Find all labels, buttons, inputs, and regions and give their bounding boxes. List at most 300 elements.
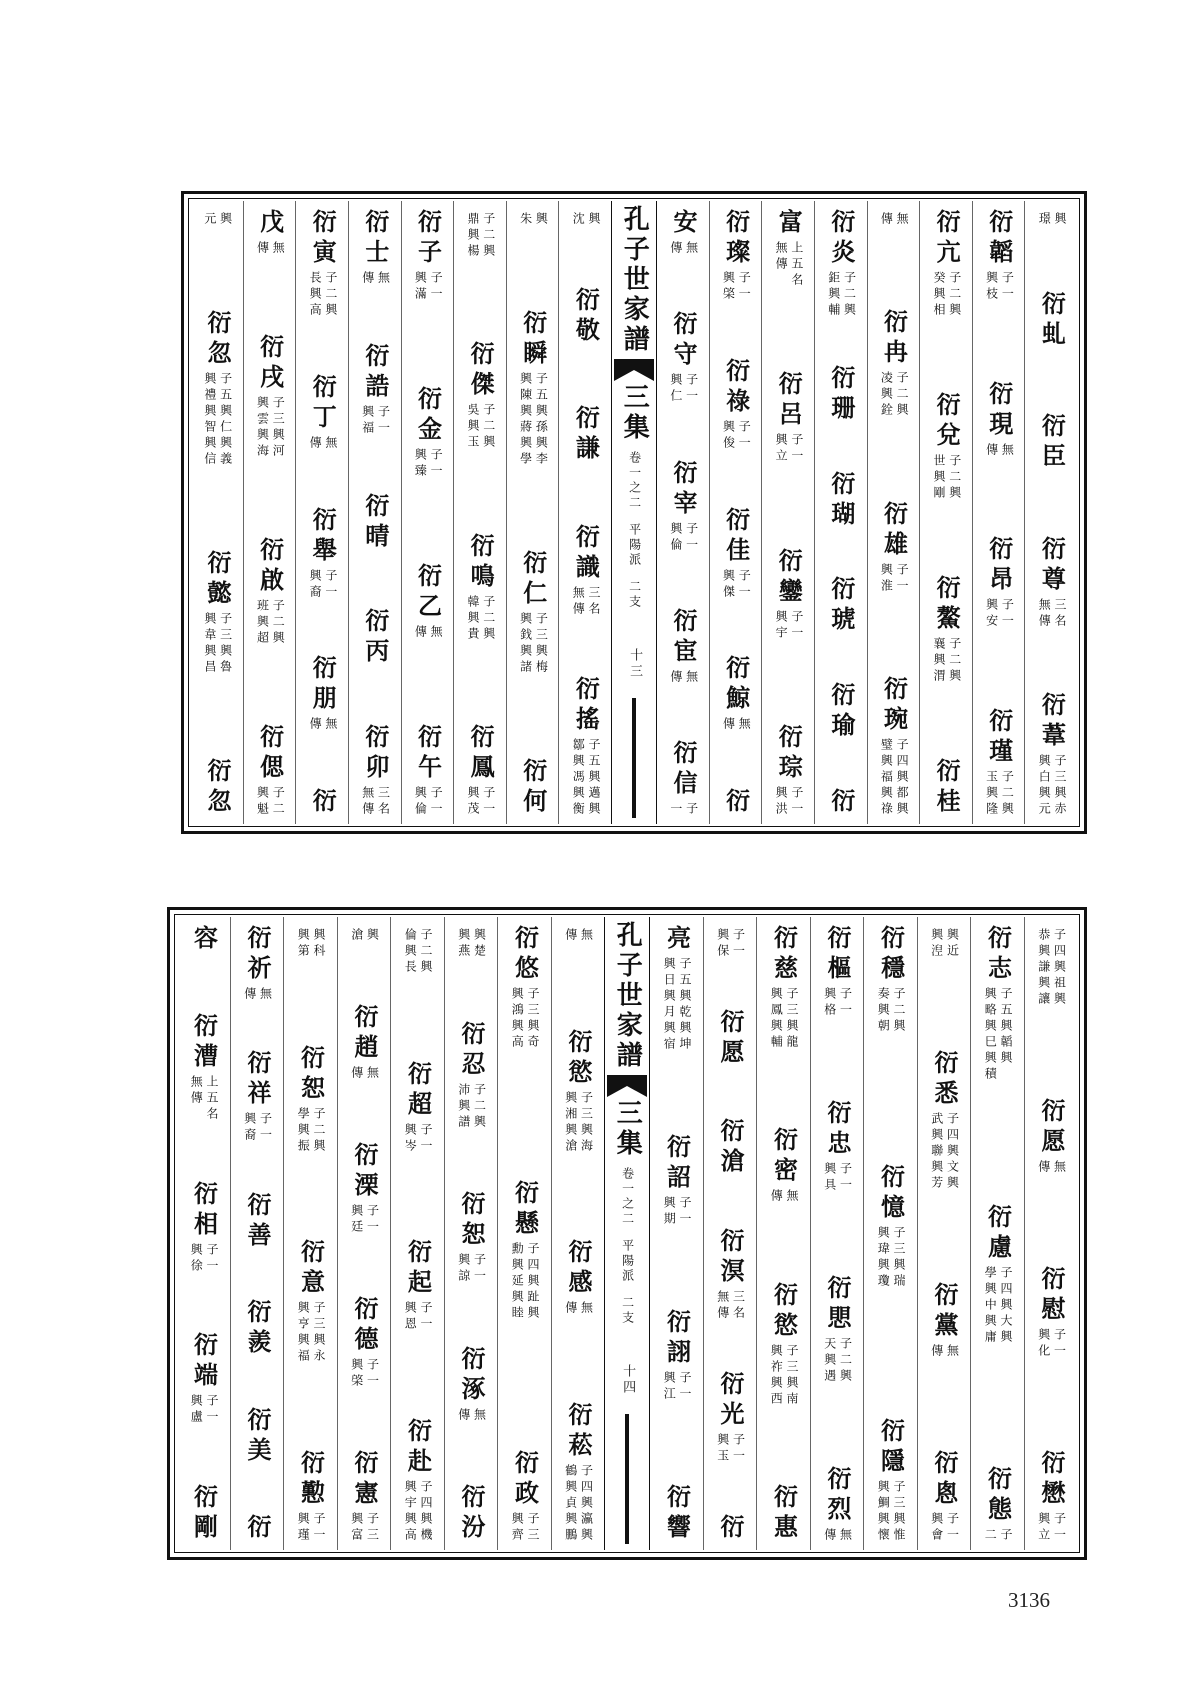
genealogy-entry — [518, 209, 548, 228]
double-line-annotation — [518, 212, 548, 228]
double-line-annotation — [402, 928, 432, 976]
annotation-right-line: 子三興奇 — [526, 987, 541, 1051]
person-name: 衍祈 — [242, 925, 272, 985]
person-name: 衍 — [308, 788, 338, 818]
annotation-right-line: 子五興乾興坤 — [678, 957, 693, 1053]
annotation-left-line: 興湘興滄 — [563, 1090, 578, 1155]
annotation-left-line: 興魁 — [255, 786, 270, 818]
genealogy-entry — [563, 1029, 593, 1155]
genealogy-column — [243, 201, 296, 824]
person-name: 衍善 — [242, 1191, 272, 1252]
genealogy-column — [1024, 917, 1078, 1550]
person-name: 衍忽 — [203, 310, 232, 370]
double-line-annotation — [982, 987, 1012, 1083]
annotation-left-line: 興枝 — [984, 271, 999, 303]
spine-rule-line — [625, 1414, 629, 1544]
annotation-right-line: 子一 — [737, 271, 752, 303]
person-name: 衍黨 — [929, 1282, 959, 1342]
genealogy-entry — [668, 740, 698, 818]
annotation-left-line: 興恩 — [403, 1301, 418, 1334]
genealogy-entry — [1036, 536, 1066, 630]
double-line-annotation — [202, 212, 232, 228]
right-half-columns — [657, 201, 1077, 824]
genealogy-column — [295, 201, 348, 824]
genealogy-entry — [715, 1228, 745, 1322]
genealogy-entry — [982, 925, 1012, 1083]
genealogy-entry — [244, 1192, 270, 1252]
genealogy-entry — [202, 209, 232, 228]
annotation-right-line: 無 — [838, 1528, 853, 1544]
genealogy-entry — [307, 655, 337, 733]
annotation-left-line: 興鴻興高 — [510, 987, 525, 1051]
double-line-annotation — [773, 433, 803, 465]
double-line-annotation — [773, 786, 803, 818]
annotation-left-line: 興亨興福 — [296, 1301, 311, 1366]
person-name: 衍宦 — [669, 607, 698, 668]
annotation-left-line: 傳 — [349, 1066, 364, 1082]
genealogy-column — [453, 201, 506, 824]
annotation-right-line: 子三興瑞 — [892, 1225, 907, 1290]
double-line-annotation — [349, 1358, 379, 1390]
genealogy-entry — [668, 209, 698, 257]
person-name: 衍敬 — [571, 286, 601, 347]
annotation-left-line: 興江 — [662, 1371, 677, 1403]
person-name: 衍丙 — [360, 608, 390, 669]
person-name: 衍祿 — [721, 357, 751, 418]
genealogy-entry — [879, 309, 909, 419]
person-name: 衍密 — [769, 1127, 799, 1188]
double-line-annotation — [931, 271, 961, 319]
annotation-right-line: 興近 — [945, 928, 960, 960]
double-line-annotation — [721, 271, 751, 303]
annotation-left-line: 玉興隆 — [984, 769, 999, 818]
genealogy-entry — [826, 682, 856, 743]
annotation-left-line: 凌興銓 — [879, 371, 894, 420]
annotation-right-line: 子三興南 — [785, 1343, 800, 1408]
annotation-left-line: 傳 — [721, 717, 736, 734]
annotation-left-line: 興福 — [360, 404, 375, 437]
double-line-annotation — [570, 586, 600, 618]
person-name: 衍桂 — [932, 758, 962, 818]
double-line-annotation — [984, 598, 1014, 630]
genealogy-entry — [826, 787, 856, 818]
double-line-annotation — [721, 717, 751, 733]
annotation-right-line: 興 — [586, 212, 601, 228]
double-line-annotation — [307, 271, 337, 319]
genealogy-entry — [570, 676, 600, 818]
genealogy-entry — [255, 334, 285, 460]
person-name: 衍鳳 — [466, 723, 496, 784]
person-name: 亮 — [662, 925, 692, 955]
genealogy-entry — [984, 708, 1014, 818]
genealogy-entry — [295, 1045, 325, 1155]
person-name: 衍尊 — [1037, 535, 1067, 596]
annotation-left-line: 興期 — [662, 1196, 677, 1228]
annotation-left-line: 無傳 — [571, 585, 586, 618]
annotation-right-line: 子一 — [205, 1242, 220, 1275]
person-name: 衍態 — [983, 1466, 1013, 1526]
annotation-left-line: 長興高 — [308, 271, 323, 319]
annotation-right-line: 子一 — [365, 1204, 380, 1236]
double-line-annotation — [984, 770, 1014, 818]
spine-rule-line — [632, 698, 636, 818]
double-line-annotation — [295, 1301, 325, 1365]
annotation-right-line: 子二興 — [481, 212, 496, 260]
double-line-annotation — [456, 1253, 486, 1285]
annotation-left-line: 興韋興昌 — [202, 612, 217, 676]
double-line-annotation — [1036, 754, 1066, 818]
annotation-right-line: 無 — [323, 717, 338, 734]
fishtail-ornament-icon — [607, 1075, 647, 1097]
genealogy-entry — [773, 548, 803, 642]
annotation-right-line: 三名 — [376, 786, 391, 818]
person-name: 衍懸 — [510, 1179, 540, 1240]
annotation-right-line: 子二興 — [271, 599, 286, 647]
genealogy-entry — [661, 925, 691, 1053]
person-name: 衍慾 — [769, 1281, 799, 1342]
annotation-right-line: 子一 — [789, 609, 804, 642]
person-name: 衍涿 — [456, 1345, 486, 1406]
person-name: 衍穩 — [876, 925, 906, 985]
genealogy-entry — [1037, 290, 1067, 351]
annotation-left-line: 興滿 — [413, 271, 428, 303]
annotation-right-line: 子一 — [429, 786, 444, 818]
person-name: 衍慈 — [769, 925, 799, 985]
annotation-left-line: 傳 — [822, 1528, 837, 1544]
double-line-annotation — [202, 612, 232, 676]
annotation-right-line: 無 — [684, 241, 699, 257]
person-name: 戊 — [255, 209, 285, 239]
person-name: 衍何 — [518, 758, 548, 818]
genealogy-entry — [402, 1418, 432, 1544]
annotation-right-line: 興 — [1052, 212, 1067, 228]
double-line-annotation — [931, 637, 961, 685]
person-name: 衍漕 — [189, 1012, 219, 1073]
annotation-right-line: 子一 — [376, 404, 391, 437]
spine-leaf-number: 十三 — [627, 648, 643, 680]
person-name: 容 — [189, 925, 219, 955]
annotation-right-line: 子三興龍 — [785, 987, 800, 1051]
double-line-annotation — [984, 443, 1014, 459]
person-name: 衍守 — [669, 311, 698, 372]
annotation-left-line: 興玉 — [715, 1432, 730, 1465]
person-name: 衍丁 — [308, 373, 338, 434]
person-name: 衍炎 — [826, 209, 856, 269]
person-name: 衍傑 — [466, 341, 496, 402]
genealogy-entry — [984, 536, 1014, 630]
double-line-annotation — [349, 1066, 379, 1082]
double-line-annotation — [509, 1242, 539, 1322]
annotation-left-line: 興鈛興諸 — [518, 612, 533, 676]
annotation-left-line: 一 — [668, 802, 683, 818]
spine-center-column — [611, 201, 657, 824]
person-name: 富 — [774, 209, 804, 239]
genealogy-column — [863, 917, 917, 1550]
double-line-annotation — [879, 738, 909, 818]
person-name: 衍溧 — [349, 1142, 379, 1202]
annotation-left-line: 元 — [202, 212, 217, 228]
double-line-annotation — [929, 928, 959, 960]
double-line-annotation — [413, 625, 443, 641]
left-half-columns — [177, 917, 604, 1550]
person-name: 衍現 — [984, 380, 1014, 441]
double-line-annotation — [768, 1189, 798, 1205]
annotation-left-line: 璟 — [1037, 212, 1052, 228]
genealogy-entry — [879, 676, 909, 818]
annotation-left-line: 鼎興楊 — [465, 212, 480, 260]
annotation-right-line: 無 — [684, 669, 699, 686]
annotation-left-line: 興雲興海 — [255, 396, 270, 460]
annotation-left-line: 傳 — [456, 1407, 471, 1424]
spine-book-title: 孔子世家譜 — [612, 921, 643, 1071]
genealogy-column — [917, 917, 971, 1550]
genealogy-entry — [769, 1483, 799, 1544]
annotation-left-line: 傳 — [563, 928, 578, 944]
genealogy-column — [558, 201, 611, 824]
double-line-annotation — [509, 1512, 539, 1544]
genealogy-entry — [349, 1296, 379, 1390]
double-line-annotation — [295, 1512, 325, 1544]
genealogy-entry — [295, 1239, 325, 1365]
genealogy-entry — [413, 724, 443, 818]
genealogy-entry — [307, 374, 337, 452]
genealogy-column — [401, 201, 454, 824]
genealogy-entry — [456, 1346, 486, 1424]
person-name: 衍德 — [349, 1296, 379, 1356]
genealogy-column — [551, 917, 605, 1550]
annotation-right-line: 子一 — [481, 785, 496, 818]
annotation-left-line: 興仁 — [668, 373, 683, 406]
genealogy-entry — [563, 925, 593, 944]
person-name: 衍謙 — [571, 405, 601, 465]
person-name: 衍惠 — [769, 1483, 799, 1544]
annotation-right-line: 子一 — [737, 419, 752, 452]
genealogy-entry — [822, 925, 852, 1019]
genealogy-column — [337, 917, 391, 1550]
annotation-left-line: 興鯛興懷 — [876, 1480, 891, 1544]
double-line-annotation — [879, 212, 909, 228]
genealogy-entry — [360, 343, 390, 437]
genealogy-entry — [982, 1466, 1012, 1544]
double-line-annotation — [402, 1480, 432, 1544]
annotation-left-line: 興立 — [774, 433, 789, 466]
annotation-right-line: 無 — [323, 435, 338, 452]
spine-leaf-number: 十四 — [620, 1364, 636, 1396]
annotation-right-line: 無 — [472, 1407, 487, 1424]
person-name: 衍朋 — [308, 655, 338, 716]
spine-book-title: 孔子世家譜 — [619, 205, 650, 355]
person-name: 衍昂 — [984, 536, 1014, 597]
double-line-annotation — [1036, 1328, 1066, 1360]
genealogy-column — [761, 201, 814, 824]
annotation-left-line: 韓興貴 — [465, 594, 480, 643]
genealogy-entry — [360, 209, 390, 287]
double-line-annotation — [242, 1112, 272, 1144]
genealogy-column — [703, 917, 757, 1550]
annotation-left-line: 興日興月興宿 — [662, 957, 677, 1053]
annotation-left-line: 傳 — [255, 241, 270, 257]
genealogy-entry — [571, 286, 601, 347]
genealogy-entry — [402, 1061, 432, 1155]
person-name: 衍汾 — [456, 1484, 486, 1544]
annotation-right-line: 子二興 — [419, 928, 434, 976]
annotation-left-line: 興裔 — [308, 568, 323, 601]
person-name: 衍鑾 — [774, 547, 804, 608]
spine-center-column — [604, 917, 650, 1550]
person-name: 衍慰 — [1036, 1266, 1066, 1326]
double-line-annotation — [360, 405, 390, 437]
genealogy-entry — [668, 608, 698, 686]
double-line-annotation — [188, 1243, 218, 1275]
person-name: 衍亢 — [932, 209, 962, 269]
genealogy-entry — [875, 1164, 905, 1290]
genealogy-entry — [307, 209, 337, 319]
double-line-annotation — [188, 1075, 218, 1123]
person-name: 衍虬 — [1037, 290, 1067, 351]
person-name: 衍璨 — [721, 209, 751, 269]
person-name: 衍戌 — [255, 334, 285, 394]
person-name: 衍起 — [403, 1239, 433, 1300]
genealogy-entry — [244, 1299, 270, 1359]
annotation-right-line: 子一 — [1052, 1512, 1067, 1544]
genealogy-column — [919, 201, 972, 824]
person-name: 衍詔 — [662, 1134, 692, 1194]
double-line-annotation — [242, 987, 272, 1003]
genealogy-entry — [456, 1191, 486, 1285]
genealogy-column — [177, 917, 230, 1550]
genealogy-entry — [1036, 1098, 1066, 1176]
annotation-left-line: 武興聯興芳 — [929, 1112, 944, 1192]
genealogy-entry — [402, 1239, 432, 1333]
person-name: 衍子 — [413, 209, 443, 269]
annotation-left-line: 璧興福興祿 — [879, 737, 894, 818]
genealogy-entry — [465, 341, 495, 451]
annotation-right-line: 子四興祖興 — [1052, 928, 1067, 1008]
annotation-left-line: 興格 — [822, 987, 837, 1019]
annotation-left-line: 鄒興馮興衡 — [571, 738, 586, 818]
genealogy-entry — [571, 405, 601, 465]
annotation-left-line: 興富 — [349, 1512, 364, 1544]
genealogy-entry — [768, 1282, 798, 1408]
genealogy-entry — [255, 209, 285, 257]
annotation-right-line: 子五興韜興 — [999, 987, 1014, 1067]
annotation-left-line: 興岑 — [403, 1122, 418, 1155]
person-name: 衍午 — [413, 724, 443, 784]
annotation-left-line: 興倫 — [668, 521, 683, 554]
person-name: 衍金 — [413, 386, 443, 446]
person-name: 衍菘 — [563, 1401, 593, 1462]
genealogy-entry — [715, 925, 745, 960]
person-name: 衍瞬 — [518, 310, 548, 370]
double-line-annotation — [563, 1464, 593, 1544]
annotation-right-line: 無 — [737, 717, 752, 734]
person-name: 衍佳 — [721, 506, 751, 567]
annotation-left-line: 興禮興智興信 — [202, 372, 217, 468]
genealogy-entry — [826, 470, 856, 531]
annotation-right-line: 無 — [365, 1066, 380, 1082]
annotation-right-line: 子三興海 — [579, 1090, 594, 1155]
annotation-left-line: 興諒 — [456, 1253, 471, 1285]
person-name: 衍憲 — [349, 1450, 379, 1510]
annotation-right-line: 子一 — [737, 568, 752, 601]
double-line-annotation — [349, 1512, 379, 1544]
person-name: 衍信 — [669, 740, 698, 800]
annotation-left-line: 興燕 — [456, 928, 471, 960]
double-line-annotation — [202, 372, 232, 468]
annotation-left-line: 興瑾 — [296, 1511, 311, 1544]
genealogy-entry — [721, 358, 751, 452]
annotation-left-line: 興棨 — [349, 1358, 364, 1390]
double-line-annotation — [402, 1123, 432, 1155]
annotation-right-line: 子四興都興 — [895, 737, 910, 818]
genealogy-entry — [1036, 692, 1066, 818]
annotation-right-line: 子一 — [1052, 1328, 1067, 1360]
annotation-right-line: 無 — [258, 987, 273, 1003]
annotation-left-line: 興淮 — [879, 562, 894, 595]
annotation-right-line: 子一 — [312, 1511, 327, 1544]
genealogy-entry — [717, 1118, 743, 1178]
double-line-annotation — [668, 670, 698, 686]
annotation-left-line: 興保 — [715, 928, 730, 960]
annotation-left-line: 恭興謙興讓 — [1036, 928, 1051, 1008]
genealogy-entry — [456, 1021, 486, 1131]
genealogy-entry — [822, 1466, 852, 1544]
double-line-annotation — [465, 595, 495, 643]
person-name: 衍意 — [296, 1239, 326, 1300]
double-line-annotation — [295, 928, 325, 960]
person-name: 衍晴 — [360, 492, 390, 553]
double-line-annotation — [984, 271, 1014, 303]
genealogy-column — [972, 201, 1025, 824]
double-line-annotation — [255, 599, 285, 647]
annotation-right-line: 子一 — [1000, 598, 1015, 631]
double-line-annotation — [570, 212, 600, 228]
person-name: 衍悤 — [929, 1450, 959, 1510]
genealogy-entry — [668, 311, 698, 405]
genealogy-entry — [717, 1009, 743, 1069]
person-name: 衍感 — [563, 1239, 593, 1300]
annotation-right-line: 子二興 — [838, 1337, 853, 1385]
person-name: 衍琬 — [879, 675, 909, 736]
annotation-left-line: 吳興玉 — [465, 403, 480, 452]
annotation-left-line: 興裔 — [242, 1112, 257, 1145]
genealogy-entry — [661, 1134, 691, 1228]
genealogy-entry — [1037, 413, 1067, 473]
double-line-annotation — [1036, 1512, 1066, 1544]
annotation-right-line: 子五興孫興李 — [534, 372, 549, 468]
genealogy-entry — [1036, 1450, 1066, 1544]
spine-volume: 三集 — [619, 383, 650, 443]
genealogy-entry — [518, 310, 548, 468]
annotation-right-line: 子 — [999, 1528, 1014, 1544]
genealogy-entry — [360, 724, 390, 818]
person-name: 衍琮 — [774, 723, 804, 784]
annotation-left-line: 鶴興貞興鵬 — [563, 1463, 578, 1544]
annotation-left-line: 無傳 — [774, 241, 789, 273]
person-name: 衍忍 — [456, 1020, 486, 1081]
annotation-right-line: 子三興魯 — [218, 612, 233, 676]
genealogy-column — [348, 201, 401, 824]
genealogy-entry — [773, 209, 803, 289]
genealogy-entry — [242, 1050, 272, 1144]
annotation-right-line: 興科 — [312, 928, 327, 960]
person-name: 衍臣 — [1037, 413, 1067, 473]
person-name: 衍悉 — [929, 1050, 959, 1110]
annotation-right-line: 興楚 — [472, 928, 487, 960]
double-line-annotation — [465, 403, 495, 451]
person-name: 衍羨 — [242, 1299, 272, 1360]
person-name: 衍志 — [983, 925, 1013, 985]
